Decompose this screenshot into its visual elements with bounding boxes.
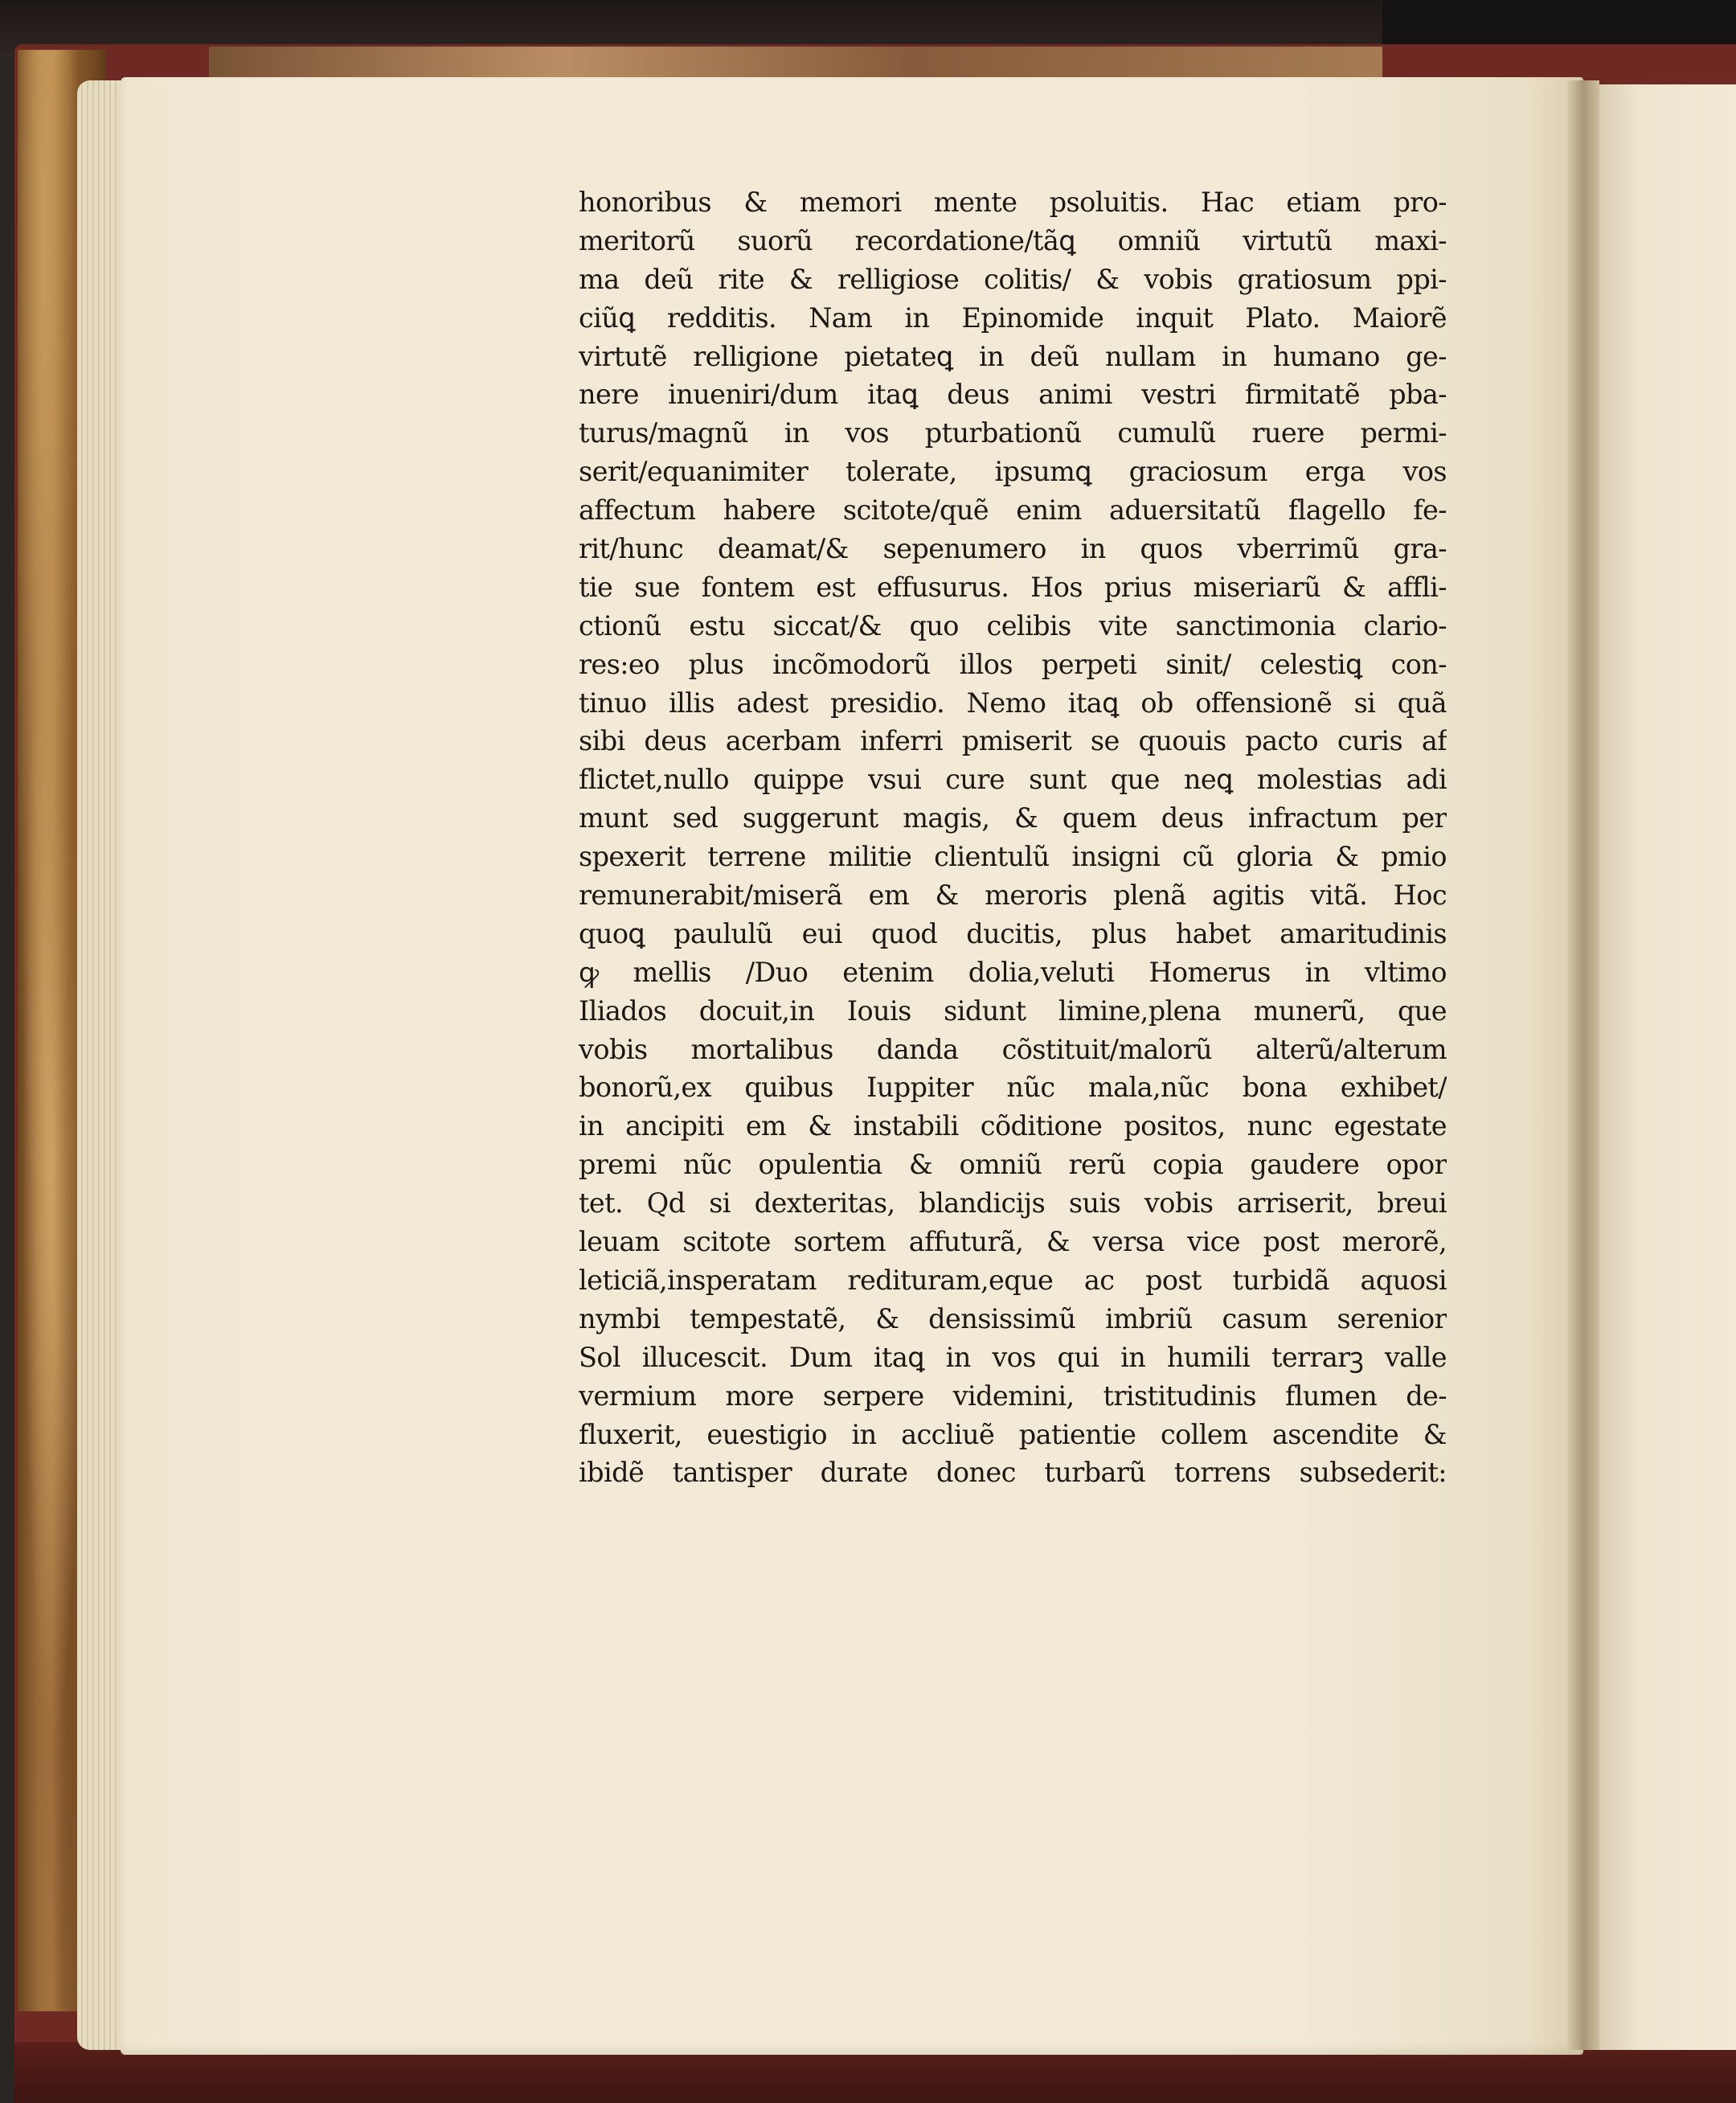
text-line: affectum habere scitote/quẽ enim aduersitatũ flagello fe‑ (579, 494, 1447, 527)
text-line: tet. Qd si dexteritas, blandicijs suis vobis arriserit, breui (579, 1187, 1447, 1220)
text-line: premi nũc opulentia & omniũ rerũ copia gaudere opor (579, 1149, 1447, 1181)
text-line: sibi deus acerbam inferri pmiserit se quouis pacto curis af (579, 725, 1447, 757)
text-line: vermium more serpere videmini, tristitudinis flumen de‑ (579, 1379, 1447, 1412)
page-gutter (1567, 80, 1599, 2050)
text-line: ciũꝗ redditis. Nam in Epinomide inquit Plato. Maiorẽ (579, 301, 1447, 334)
text-line: leticiã,insperatam redituram,eque ac post turbidã aquosi (579, 1264, 1447, 1296)
text-line: ctionũ estu siccat/& quo celibis vite sanctimonia clario‑ (579, 609, 1447, 642)
recto-page-edge (1599, 84, 1736, 2050)
text-line: serit/equanimiter tolerate, ipsumꝗ graciosum erga vos (579, 456, 1447, 488)
text-line: honoribus & memori mente psoluitis. Hac etiam pro‑ (579, 187, 1447, 218)
text-line: virtutẽ relligione pietateꝗ in deũ nullam in humano ge‑ (579, 340, 1447, 372)
text-line: rit/hunc deamat/& sepenumero in quos vberrimũ gra‑ (579, 533, 1447, 565)
text-line: tie sue fontem est effusurus. Hos prius miseriarũ & affli‑ (579, 571, 1447, 603)
text-line: bonorũ,ex quibus Iuppiter nũc mala,nũc bona exhibet/ (579, 1072, 1447, 1104)
marbled-top-edge (209, 47, 1382, 79)
text-line: leuam scitote sortem affuturã, & versa vice post merorẽ, (579, 1226, 1447, 1258)
text-line: vobis mortalibus danda cõstituit/malorũ alterũ/alterum (579, 1033, 1447, 1065)
text-line: res:eo plus incõmodorũ illos perpeti sinit/ celestiꝗ con‑ (579, 648, 1447, 680)
text-line: ma deũ rite & relligiose colitis/ & vobis gratiosum ppi‑ (579, 263, 1447, 295)
text-line: quoꝗ paululũ eui quod ducitis, plus habet amaritudinis (579, 917, 1447, 949)
text-line: turus/magnũ in vos pturbationũ cumulũ ruere permi‑ (579, 417, 1447, 449)
text-line: munt sed suggerunt magis, & quem deus infractum per (579, 802, 1447, 834)
text-line: in ancipiti em & instabili cõditione positos, nunc egestate (579, 1110, 1447, 1142)
text-line: meritorũ suorũ recordatione/tãꝗ omniũ virtutũ maxi‑ (579, 224, 1447, 256)
text-line: flictet,nullo quippe vsui cure sunt que neꝗ molestias adi (579, 764, 1447, 796)
text-line: spexerit terrene militie clientulũ insigni cũ gloria & pmio (579, 841, 1447, 873)
text-line: ꝙ mellis /Duo etenim dolia,veluti Homerus in vltimo (579, 956, 1447, 988)
text-line: nymbi tempestatẽ, & densissimũ imbriũ casum serenior (579, 1302, 1447, 1334)
text-line: fluxerit, euestigio in accliuẽ patientie collem ascendite & (579, 1418, 1447, 1450)
text-line: nere inueniri/dum itaꝗ deus animi vestri firmitatẽ pba‑ (579, 379, 1447, 411)
text-line: tinuo illis adest presidio. Nemo itaꝗ ob offensionẽ si quã (579, 687, 1447, 719)
text-line: Sol illucescit. Dum itaꝗ in vos qui in humili terrarꝫ valle (579, 1341, 1447, 1373)
text-block (579, 183, 1447, 1492)
text-line: ibidẽ tantisper durate donec turbarũ torrens subsederit: (579, 1457, 1447, 1489)
text-line: remunerabit/miserã em & meroris plenã agitis vitã. Hoc (579, 879, 1447, 912)
text-line: Iliados docuit,in Iouis sidunt limine,plena munerũ, que (579, 994, 1447, 1027)
